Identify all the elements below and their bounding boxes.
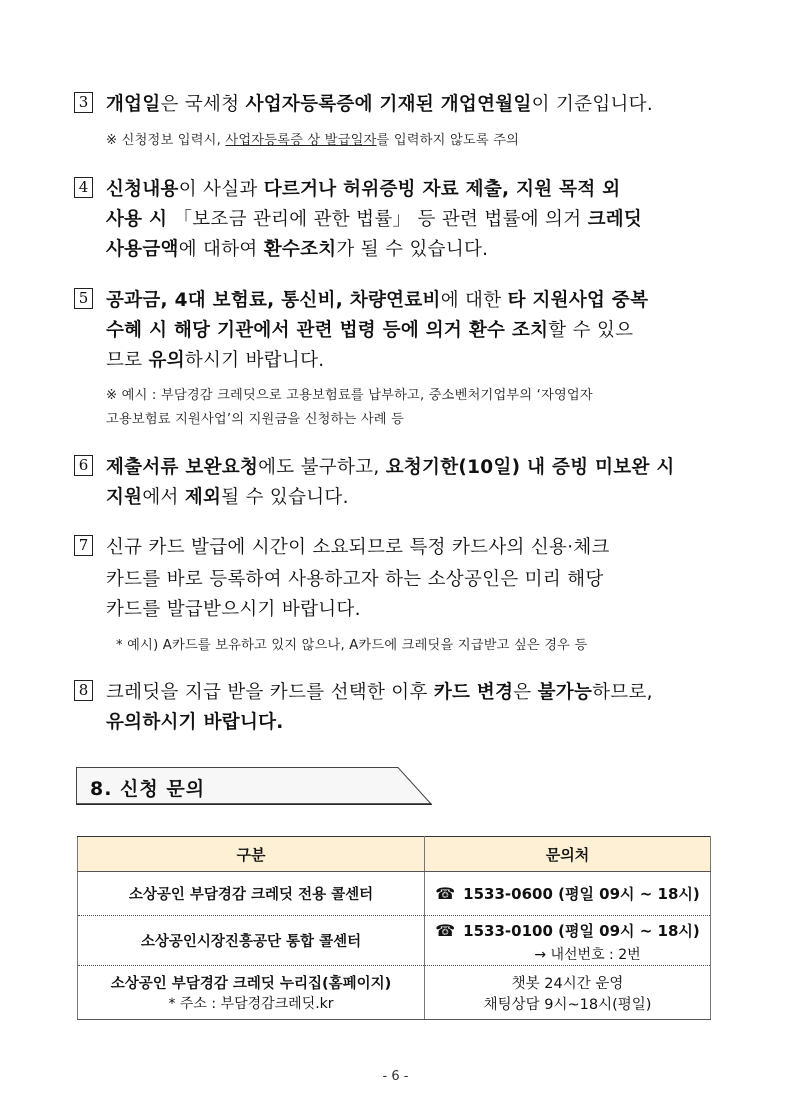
text-run: 불가능 — [537, 682, 593, 703]
row-name — [78, 966, 425, 1020]
text-run: 카드 변경 — [433, 682, 514, 703]
item-line — [106, 483, 349, 509]
text-run: 제출서류 보완요청 — [106, 457, 259, 478]
text-run: 환수조치 — [263, 239, 337, 260]
text-run: 수혜 시 해당 기관에서 관련 법령 등에 의거 환수 조치 — [106, 320, 549, 341]
text-run: 은 국세청 — [160, 94, 246, 115]
text-run: * 예시) A카드를 보유하고 있지 않으나, A카드에 크레딧을 지급받고 싶은 경우 등 — [116, 638, 588, 653]
text-run: 제외 — [184, 487, 222, 508]
phone-icon: ☎ — [435, 920, 456, 940]
item-number-box: 5 — [74, 288, 93, 309]
item-line — [106, 90, 653, 116]
text-run: 므로 — [106, 350, 149, 371]
text-run: 에도 불구하고, — [258, 457, 386, 478]
item-number-box: 7 — [74, 535, 93, 556]
text-run: 에 대하여 — [178, 239, 264, 260]
chat-consult-hours: 채팅상담 9시~18시(평일) — [483, 996, 652, 1013]
text-run: 공과금, 4대 보험료, 통신비, 차량연료비 — [106, 290, 441, 311]
item-line — [106, 235, 488, 261]
text-run: 하시기 바랍니다. — [184, 350, 325, 371]
column-header-contact: 문의처 — [425, 837, 711, 872]
text-run: 유의 — [148, 350, 185, 371]
column-header-category: 구분 — [78, 837, 425, 872]
text-run: 「보조금 관리에 관한 법률」 등 관련 법률에 의거 — [167, 209, 588, 230]
item-line — [106, 678, 653, 704]
text-run: 하므로, — [592, 682, 653, 703]
page-number: - 6 - — [382, 1069, 409, 1084]
text-run: 를 입력하지 않도록 주의 — [376, 133, 520, 148]
item-note — [116, 634, 587, 653]
text-run: 카드를 발급받으시기 바랍니다. — [106, 599, 361, 620]
item-line — [106, 595, 361, 621]
text-run: 신청내용 — [106, 179, 179, 200]
section-header — [76, 767, 432, 805]
chatbot-hours: 챗봇 24시간 운영 — [511, 975, 624, 992]
row-contact — [425, 966, 711, 1020]
table-header-row — [78, 837, 711, 872]
item-line — [106, 708, 284, 734]
row-name-text: 소상공인시장진흥공단 통합 콜센터 — [140, 934, 362, 950]
text-run: 이 사실과 — [178, 179, 264, 200]
text-run: ※ 예시 : 부담경감 크레딧으로 고용보험료를 납부하고, 중소벤처기업부의 ‘자영업자 — [106, 388, 593, 403]
item-line — [106, 175, 620, 201]
text-run: 에서 — [142, 487, 185, 508]
row-name — [78, 916, 425, 966]
item-number-box: 8 — [74, 680, 93, 701]
row-contact — [425, 916, 711, 966]
website-address: * 주소 : 부담경감크레딧.kr — [168, 996, 334, 1012]
text-run: 신규 카드 발급에 시간이 소요되므로 특정 카드사의 신용·체크 — [106, 537, 610, 558]
item-note — [106, 408, 404, 427]
item-number-box: 3 — [74, 92, 93, 113]
section-title: 8. 신청 문의 — [90, 778, 206, 800]
text-run: 요청기한(10일) 내 증빙 미보완 시 — [385, 457, 675, 478]
text-run: 고용보험료 지원사업’의 지원금을 신청하는 사례 등 — [106, 412, 405, 427]
text-run: 될 수 있습니다. — [221, 487, 349, 508]
text-run: 타 지원사업 중복 — [507, 290, 649, 311]
row-contact — [425, 872, 711, 916]
table-row — [78, 872, 711, 916]
phone-number: 1533-0100 (평일 09시 ~ 18시) — [463, 921, 700, 940]
text-run: 이 기준입니다. — [531, 94, 654, 115]
text-run: 사용금액 — [106, 239, 179, 260]
text-run: 은 — [513, 682, 538, 703]
text-run: 에 대한 — [440, 290, 508, 311]
phone-icon: ☎ — [435, 884, 456, 903]
text-run: 가 될 수 있습니다. — [336, 239, 489, 260]
text-run: 사업자등록증에 기재된 개업연월일 — [245, 94, 532, 115]
text-run: 할 수 있으 — [548, 320, 634, 341]
row-name — [78, 872, 425, 916]
extension-note: → 내선번호 : 2번 — [534, 946, 641, 963]
text-run: 다르거나 허위증빙 자료 제출, 지원 목적 외 — [263, 179, 621, 200]
item-number-box: 4 — [74, 177, 93, 198]
text-run: 지원 — [106, 487, 143, 508]
text-run: 개업일 — [106, 94, 161, 115]
text-run: 사용 시 — [106, 209, 168, 230]
item-note — [106, 129, 519, 148]
row-name-text: 소상공인 부담경감 크레딧 전용 콜센터 — [128, 887, 374, 903]
item-line — [106, 205, 642, 231]
item-line — [106, 453, 675, 479]
text-run: 크레딧을 지급 받을 카드를 선택한 이후 — [106, 682, 434, 703]
table-row — [78, 966, 711, 1020]
text-run: 카드를 바로 등록하여 사용하고자 하는 소상공인은 미리 해당 — [106, 569, 604, 590]
text-run: 크레딧 — [587, 209, 643, 230]
item-line — [106, 533, 610, 559]
text-run: 사업자등록증 상 발급일자 — [225, 133, 377, 148]
item-line — [106, 565, 604, 591]
row-name-text: 소상공인 부담경감 크레딧 누리집(홈페이지) — [110, 976, 392, 992]
text-run: 유의하시기 바랍니다. — [106, 712, 284, 733]
text-run: ※ 신청정보 입력시, — [106, 133, 226, 148]
contact-table — [77, 836, 711, 1020]
item-number-box: 6 — [74, 455, 93, 476]
item-line — [106, 286, 648, 312]
item-note — [106, 384, 593, 403]
item-line — [106, 316, 633, 342]
item-line — [106, 346, 324, 372]
table-row — [78, 916, 711, 966]
phone-number: 1533-0600 (평일 09시 ~ 18시) — [463, 885, 700, 903]
